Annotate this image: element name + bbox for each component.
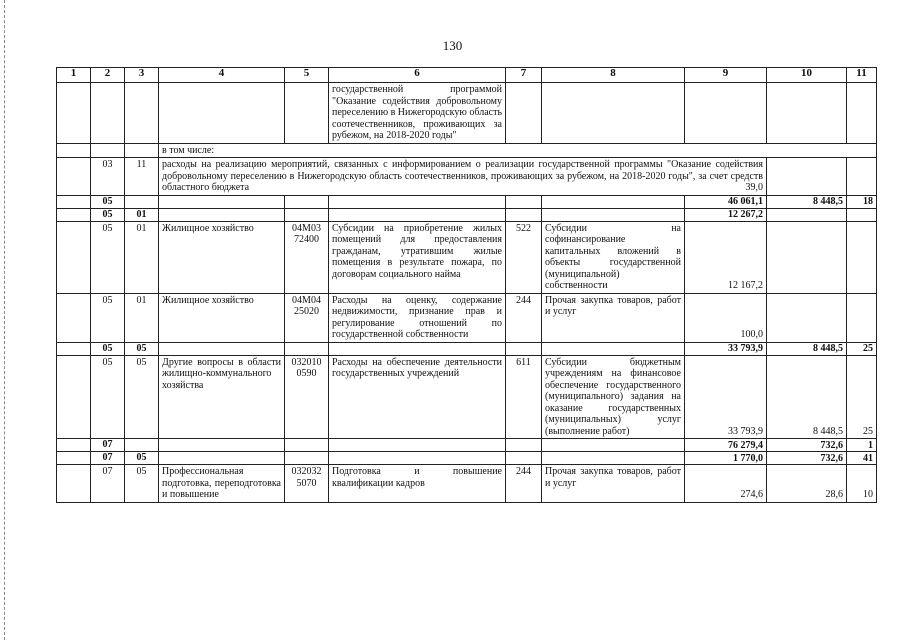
amount-2021 <box>847 293 877 342</box>
section-name: Профессиональная подготовка, переподготовка и повышение <box>159 465 285 503</box>
amount-2019: 1 770,0 <box>685 452 767 465</box>
amount-2020: 732,6 <box>767 452 847 465</box>
col-header: 6 <box>329 68 506 83</box>
col-header: 5 <box>285 68 329 83</box>
amount-2019: 46 061,1 <box>685 195 767 208</box>
amount-2019: 33 793,9 <box>685 355 767 439</box>
program-description: государственной программой "Оказание содействия добровольному переселению в Нижегородскую область соотечественников, проживающих за рубежом, на 2018-2020 годы" <box>329 83 506 144</box>
table-row <box>57 83 877 144</box>
expense-type-code: 244 <box>506 293 542 342</box>
expense-type-name: Прочая закупка товаров, работ и услуг <box>542 465 685 503</box>
subsection-code: 01 <box>125 221 159 293</box>
target-code: 032032 5070 <box>285 465 329 503</box>
col-header: 10 <box>767 68 847 83</box>
expense-type-name: Субсидии на софинансирование капитальных вложений в объекты государственной (муниципальной) собственности <box>542 221 685 293</box>
col-header: 1 <box>57 68 91 83</box>
table-row <box>57 143 877 158</box>
amount-2021: 18 <box>847 195 877 208</box>
table-row <box>57 208 877 221</box>
table-row <box>57 293 877 342</box>
amount-2020: 28,6 <box>767 465 847 503</box>
amount-2020: 8 448,5 <box>767 195 847 208</box>
expense-description: Субсидии на приобретение жилых помещений для предоставления гражданам, утратившим жилые помещения в результате пожара, по договорам социального найма <box>329 221 506 293</box>
target-code: 032010 0590 <box>285 355 329 439</box>
amount-2021 <box>847 221 877 293</box>
amount-2020 <box>767 208 847 221</box>
expense-description: Подготовка и повышение квалификации кадров <box>329 465 506 503</box>
expense-type-code: 244 <box>506 465 542 503</box>
section-name: Жилищное хозяйство <box>159 293 285 342</box>
expense-type-code: 522 <box>506 221 542 293</box>
section-code: 05 <box>91 208 125 221</box>
amount-2019: 100,0 <box>685 293 767 342</box>
subsection-code: 05 <box>125 465 159 503</box>
subsection-code: 01 <box>125 208 159 221</box>
col-header: 8 <box>542 68 685 83</box>
section-code: 07 <box>91 439 125 452</box>
section-code: 07 <box>91 452 125 465</box>
subsection-code <box>125 195 159 208</box>
col-header: 2 <box>91 68 125 83</box>
note-text: в том числе: <box>159 143 877 158</box>
page-number: 130 <box>442 38 463 53</box>
section-code: 05 <box>91 293 125 342</box>
subsection-code: 05 <box>125 355 159 439</box>
section-name: Другие вопросы в области жилищно-коммунального хозяйства <box>159 355 285 439</box>
amount-2019: 33 793,9 <box>685 342 767 355</box>
table-row <box>57 465 877 503</box>
target-code: 04М03 72400 <box>285 221 329 293</box>
amount-2019: 274,6 <box>685 465 767 503</box>
subsection-code: 11 <box>125 158 159 196</box>
col-header: 9 <box>685 68 767 83</box>
subsection-code: 01 <box>125 293 159 342</box>
amount-2020: 732,6 <box>767 439 847 452</box>
amount-2021: 25 <box>847 355 877 439</box>
col-header: 3 <box>125 68 159 83</box>
amount-2021: 1 <box>847 439 877 452</box>
amount-2019: 12 267,2 <box>685 208 767 221</box>
amount-2019: 76 279,4 <box>685 439 767 452</box>
amount-2021: 10 <box>847 465 877 503</box>
amount-2021 <box>847 208 877 221</box>
amount-2021: 25 <box>847 342 877 355</box>
table-row <box>57 221 877 293</box>
target-code: 04М04 25020 <box>285 293 329 342</box>
section-code: 05 <box>91 355 125 439</box>
amount-2019: 12 167,2 <box>685 221 767 293</box>
table-row <box>57 452 877 465</box>
subsection-code <box>125 439 159 452</box>
col-header: 7 <box>506 68 542 83</box>
amount-2020: 8 448,5 <box>767 355 847 439</box>
expense-type-name: Прочая закупка товаров, работ и услуг <box>542 293 685 342</box>
section-code: 03 <box>91 158 125 196</box>
section-name: Жилищное хозяйство <box>159 221 285 293</box>
amount-2020: 8 448,5 <box>767 342 847 355</box>
section-code: 05 <box>91 195 125 208</box>
table-row <box>57 439 877 452</box>
table-row <box>57 195 877 208</box>
amount-2019: 39,0 <box>745 182 763 193</box>
expense-description: Расходы на обеспечение деятельности государственных учреждений <box>329 355 506 439</box>
table-row <box>57 158 877 196</box>
col-header: 4 <box>159 68 285 83</box>
amount-2020 <box>767 293 847 342</box>
page-edge-line <box>4 0 6 640</box>
col-header: 11 <box>847 68 877 83</box>
expense-description: расходы на реализацию мероприятий, связанных с информированием о реализации государственной программы "Оказание содействия добровольному переселению в Нижегородскую область соотечественников, проживающих за рубежом, на 2018-2020 годы", за счет средств областного бюджета 39,0 <box>159 158 767 196</box>
header-row <box>57 68 877 83</box>
subsection-code: 05 <box>125 342 159 355</box>
subsection-code: 05 <box>125 452 159 465</box>
section-code: 05 <box>91 342 125 355</box>
section-code: 05 <box>91 221 125 293</box>
amount-2021: 41 <box>847 452 877 465</box>
expense-type-name: Субсидии бюджетным учреждениям на финансовое обеспечение государственного (муниципального) задания на оказание государственных (муниципальных) услуг (выполнение работ) <box>542 355 685 439</box>
budget-table <box>56 67 877 503</box>
expense-type-code: 611 <box>506 355 542 439</box>
table-row <box>57 342 877 355</box>
section-code: 07 <box>91 465 125 503</box>
table-row <box>57 355 877 439</box>
amount-2020 <box>767 221 847 293</box>
expense-description: Расходы на оценку, содержание недвижимости, признание прав и регулирование отношений по государственной собственности <box>329 293 506 342</box>
